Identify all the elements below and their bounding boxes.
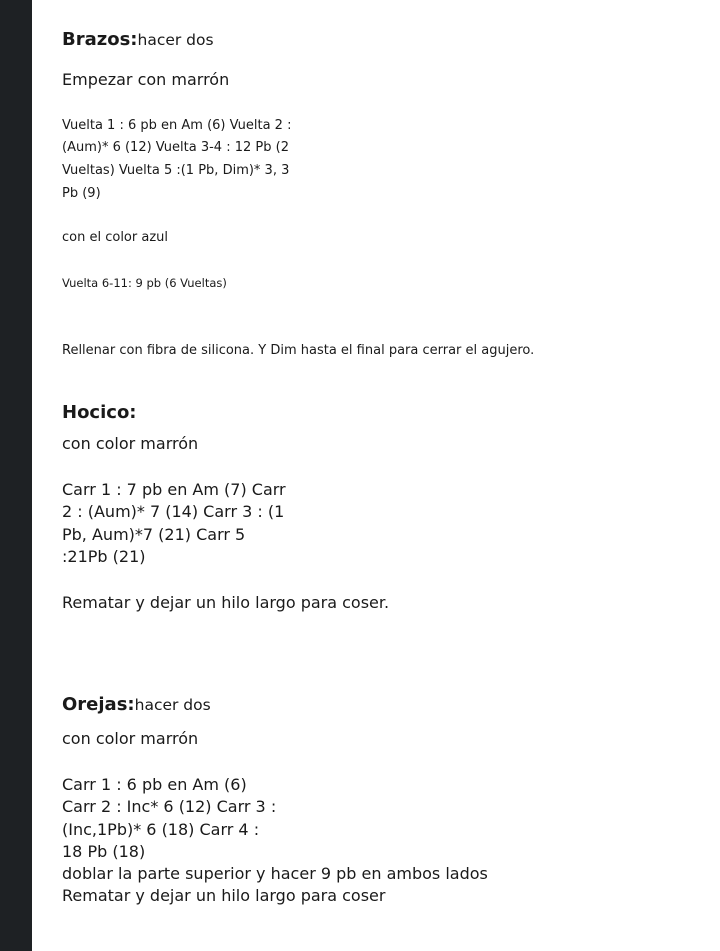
orejas-rounds-line-2: Carr 2 : Inc* 6 (12) Carr 3 : xyxy=(62,797,277,816)
hocico-finish-text: Rematar y dejar un hilo largo para coser. xyxy=(62,593,390,612)
hocico-rounds-line-4: :21Pb (21) xyxy=(62,547,146,566)
hocico-rounds-line-3: Pb, Aum)*7 (21) Carr 5 xyxy=(62,525,246,544)
brazos-rounds-line-2: (Aum)* 6 (12) Vuelta 3-4 : 12 Pb (2 xyxy=(62,140,289,155)
orejas-rounds-line-3: (Inc,1Pb)* 6 (18) Carr 4 : xyxy=(62,820,260,839)
orejas-finish-text: Rematar y dejar un hilo largo para coser xyxy=(62,886,386,905)
brazos-heading xyxy=(62,31,214,49)
document-page xyxy=(62,0,702,951)
orejas-fold-text: doblar la parte superior y hacer 9 pb en ambos lados xyxy=(62,864,488,883)
brazos-rounds-line-4: Pb (9) xyxy=(62,186,101,201)
brazos-finish-text: Rellenar con fibra de silicona. Y Dim hasta el final para cerrar el agujero. xyxy=(62,343,535,358)
orejas-title-suffix: hacer dos xyxy=(134,696,211,714)
left-dark-bar xyxy=(0,0,32,951)
brazos-title: Brazos: xyxy=(62,29,138,50)
orejas-rounds-line-1: Carr 1 : 6 pb en Am (6) xyxy=(62,775,247,794)
brazos-rounds-line-1: Vuelta 1 : 6 pb en Am (6) Vuelta 2 : xyxy=(62,118,292,133)
hocico-heading: Hocico: xyxy=(62,402,137,423)
orejas-heading xyxy=(62,696,211,714)
orejas-rounds-line-4: 18 Pb (18) xyxy=(62,842,146,861)
hocico-rounds-line-1: Carr 1 : 7 pb en Am (7) Carr xyxy=(62,480,286,499)
brazos-color-change: con el color azul xyxy=(62,230,168,245)
orejas-color-text: con color marrón xyxy=(62,729,199,748)
brazos-start-text: Empezar con marrón xyxy=(62,70,230,89)
brazos-rounds-line-3: Vueltas) Vuelta 5 :(1 Pb, Dim)* 3, 3 xyxy=(62,163,290,178)
brazos-title-suffix: hacer dos xyxy=(137,31,214,49)
orejas-title: Orejas: xyxy=(62,694,135,715)
hocico-color-text: con color marrón xyxy=(62,434,199,453)
brazos-rounds-6-11: Vuelta 6-11: 9 pb (6 Vueltas) xyxy=(62,276,227,290)
hocico-rounds-line-2: 2 : (Aum)* 7 (14) Carr 3 : (1 xyxy=(62,502,285,521)
